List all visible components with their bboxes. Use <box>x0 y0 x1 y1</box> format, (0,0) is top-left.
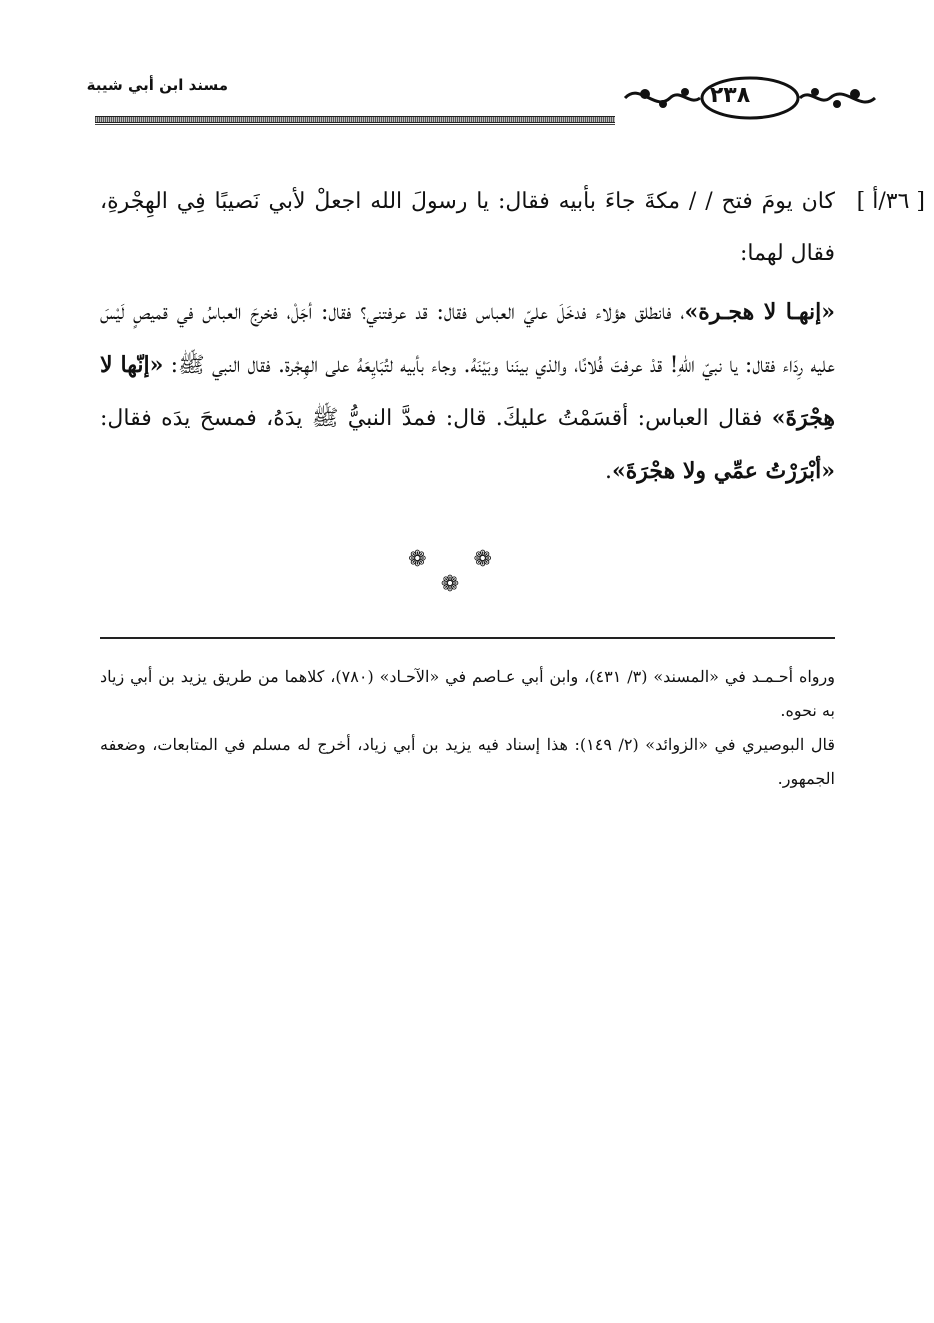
hadith-text <box>100 176 925 498</box>
prophet-quote-3: «أبْرَرْتُ عمِّي ولا هجْرَةَ» <box>611 458 835 484</box>
page-header <box>86 72 840 132</box>
book-title: مسند ابن أبي شيبة <box>86 76 228 94</box>
page-number: ٢٣٨ <box>709 83 751 108</box>
header-rule-thin <box>95 124 615 125</box>
hadith-paragraph-1: كان يومَ فتح / / مكةَ جاءَ بأبيه فقال: يا رسولَ الله اجعلْ لأبي نَصيبًا فِي الهِجْرةِ، فقال لهما: <box>100 189 835 266</box>
footnote-line-2: قال البوصيري في «الزوائد» (٢/ ١٤٩): هذا إسناد فيه يزيد بن أبي زياد، أخرج له مسلم في المتابعات، وضعفه الجمهور. <box>100 735 836 788</box>
prophet-quote-2: «إنّها لا هِجْرَةَ» <box>100 352 835 431</box>
section-separator: ❁ ❁ ❁ <box>408 547 512 597</box>
hadith-text-b: فقال العباس: أقسَمْتُ عليكَ. قال: فمدَّ النبيُّ ﷺ يدَهُ، فمسحَ يدَه فقال: <box>100 406 772 431</box>
hadith-text-end: . <box>604 459 612 484</box>
footnote-line-1: ورواه أحـمـد في «المسند» (٣/ ٤٣١)، وابن أبي عـاصم في «الآحـاد» (٧٨٠)، كلاهما من طريق يزيد بن أبي زياد به نحوه. <box>100 667 835 720</box>
prophet-quote-1: «إنهـا لا هجـرة» <box>684 299 835 325</box>
footnote-divider <box>100 637 835 639</box>
hadith-text-a: ، فانطلق هؤلاء فدخَلَ عليّ العباس فقال: قد عرفتني؟ فقال: أجَلْ، فخرجَ العباسُ في قميصٍ لَيْسَ عليه رِدَاء فقال: يا نبيّ اللهِ! قدْ عرفتَ فُلانًا، والذي بينَنا وبَيْنَهُ. وجاء بأبيه لتُبَايِعَهُ على الهِجْرة. فقال النبي ﷺ: <box>100 300 835 378</box>
footnotes <box>100 660 835 796</box>
manuscript-marker: [ ٣٦/أ ] <box>856 189 925 214</box>
hadith-paragraph-2 <box>100 286 835 498</box>
header-rule <box>95 116 615 123</box>
